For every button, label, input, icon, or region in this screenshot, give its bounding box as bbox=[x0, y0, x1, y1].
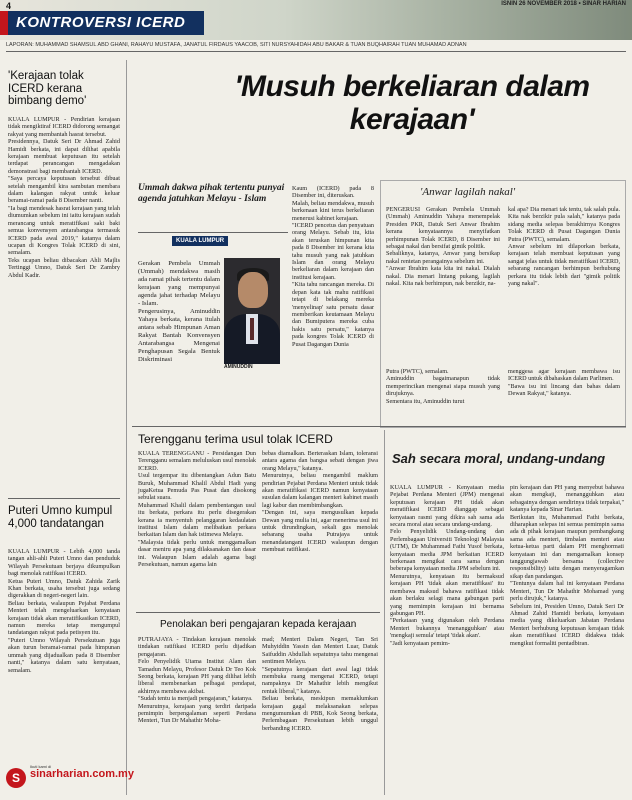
footer-tagline: Ikuti kami di bbox=[30, 764, 52, 769]
sidebar2-title: Puteri Umno kumpul 4,000 tandatangan bbox=[8, 505, 113, 530]
terengganu-col1: KUALA TERENGGANU - Persidangan Dun Terengganu semalam meluluskan usul menolak ICERD. Usul tergempar itu dibentangkan Adun Batu Buruk, Muhammad Khalil Abdul Hadi yang jugaKetua Pemuda Pas Pusat dan disokong sebulat suara. Muhammad Khalil dalam pembentangan usul itu berkata, perkara itu perlu disegerakan kerana ia menyentuh pelanggaran kedaulatan institusi Islam dalam melibatkan perkara berkaitan Islam dan hak istimewa Melayu. "Malaysia tidak perlu untuk menggamalkan dasar meniru apa yang dilaksanakan dan dasar ini. Walaupun Islam adalah agama bagi Persekutuan, namun agama lain bbox=[138, 450, 256, 569]
moral-title: Sah secara moral, undang-undang bbox=[392, 451, 606, 466]
footer-promo[interactable] bbox=[6, 766, 176, 792]
main-headline: 'Musuh berkeliaran dalam kerajaan' bbox=[234, 70, 590, 136]
divider bbox=[132, 426, 626, 427]
anwar-col1: PENGERUSI Gerakan Pembela Ummah (Ummah) Aminuddin Yahaya menempelak Presiden PKR, Datuk Seri Anwar Ibrahim kerana kenyataannya menyifatkan perhimpunan Tolak ICERD, 8 Disember ini sebagai nakal dan bersifat gimik politik. Sebaliknya, katanya, Anwar yang bersikap nakal rentetan perangainya sebelum ini. "Anwar Ibrahim kata kita ini nakal. Dialah nakal. Dia menari lintang pukang, lagilah nakal. Kita nak berhimpun, nak berzikir, na- bbox=[386, 206, 500, 288]
location-tag: KUALA LUMPUR bbox=[172, 236, 228, 246]
anwar-title: 'Anwar lagilah nakal' bbox=[420, 186, 516, 198]
moral-col2: pin kerajaan dan PH yang menyebut bahawa akan mengkaji, menangguhkan atau sebagainya dengan sendirinya tidak terpakai," katanya kepada Sinar Harian. Berikutan itu, Muhammad Fathi berkata, diharapkan selepas ini semua pemimpin sama ada di pihak kerajaan maupun pembangkang sama ada menteri, timbalan menteri atau ketua-ketua parti dalam PH menghormati kenyataan ini dan mengamalkan konsep tanggungjawab bersama (collective responsibility) iaitu dengan menyeragamkan sikap dan pandangan. "Tentunya dalam hal ini kenyataan Perdana Menteri, Tun Dr Mahathir Mohamad yang perlu dirujuk," katanya. Sebelum ini, Presiden Umno, Datuk Seri Dr Ahmad Zahid Hamidi berkata, kenyataan media yang dikeluarkan Jabatan Perdana Menteri berhubung keputusan kerajaan tidak akan meratifikasi ICERD didakwa tidak mengikut formaliti pentadbiran. bbox=[510, 484, 624, 647]
column-divider bbox=[126, 60, 127, 795]
anwar-bottom1: Putra (PWTC), semalam. Aminuddin bagaimanapun tidak memperincikan mengenai siapa musuh yang dirujuknya. Sementara itu, Aminuddin turut bbox=[386, 368, 500, 405]
column-divider bbox=[384, 430, 385, 795]
main-story-col2: Kaum (ICERD) pada 8 Disember ini, diteruskan. Malah, beliau mendakwa, musuh berkenaan kini terus berkeliaran menerusi kabinet kerajaan. "ICERD pencetus dan penyatuan orang Melayu. Sebab itu, kita akan teruskan himpunan kita pada 8 Disember ini kerana kita tahu musuh yang nak jatuhkan Islam dan orang Melayu berkeliaran dalam kerajaan dan institusi kerajaan. "Kita tahu rancangan mereka. Di depan kata tak mahu ratifikasi tetapi di belakang mereka 'menyelinap' satu persatu dasar memberikan keutamaan Melayu dan Bumiputera mereka cuba hakis satu persatu," katanya pada kongres Tolak ICERD di Pusat Dagangan Dunia bbox=[292, 185, 374, 348]
sidebar1-body: KUALA LUMPUR - Pendirian kerajaan tidak mengiktiraf ICERD didorong semangat rakyat yang membantah hasrat tersebut. Presidennya, Datuk Seri Dr Ahmad Zahid Hamidi berkata, ini dapat dilihat apabila kerajaan membuat keputusan itu setelah terdapat perancangan mengadakan demonstrasi bagi membantah ICERD. "Saya percaya keputusan tersebut dibuat setelah mengambil kira sambutan membara dalam kalangan rakyat untuk keluar beramai-ramai pada 8 Disember nanti. "Ia bagi mendesak hasrat kerajaan yang telah diumumkan sebelum ini iaitu kerajaan sudah merancang untuk meratifikasi saki baki semua konvensyen antarabangsa termasuk ICERD pada awal 2019," katanya dalam ucapan di Kongres Tolak ICERD di sini, semalam. Teks ucapan beliau dibacakan Ahli Majlis Tertinggi Umno, Datuk Seri Dr Zambry Abdul Kadir. bbox=[8, 116, 120, 279]
terengganu-col2: bebas diamalkan. Berteraskan Islam, toleransi antara agama dan bangsa sebati dengan jiwa orang Melayu," katanya. Menurutnya, beliau mengambil maklum pendirian Pejabat Perdana Menteri untuk tidak akan meratifikasi ICERD namun kenyataan susulan dalam kalangan menteri kabinet masih lagi kabur dan membimbangkan. "Dengan ini, saya mengusulkan kepada Dewan yang mulia ini, agar menerima usul ini untuk dirundingkan, sekali gus menolak sebarang usaha Putrajaya untuk menandatangani ICERD walaupun dengan membuat ratifikasi. bbox=[262, 450, 378, 554]
photo-caption: AMINUDDIN bbox=[224, 364, 253, 370]
section-banner: KONTROVERSI ICERD bbox=[8, 11, 204, 35]
sidebar1-title: 'Kerajaan tolak ICERD kerana bimbang demo' bbox=[8, 70, 87, 107]
page-number: 4 bbox=[6, 1, 12, 11]
aminuddin-photo bbox=[224, 258, 280, 364]
divider bbox=[6, 51, 626, 52]
page-header bbox=[0, 0, 632, 40]
penolakan-col2: mad; Menteri Dalam Negeri, Tan Sri Muhyiddin Yassin dan Menteri Luar, Datuk Saifuddin Abdullah sepatutnya tahu mengenai sentimen Melayu. "Sepatutnya kerajaan dari awal lagi tidak membuka ruang mengenai ICERD, tetapi nampaknya Dr Mahathir lebih mengikut rentak liberal," katanya. Beliau berkata, meskipun memaklumkan kerajaan gagal melaksanakan selepas mengumumkan di PBB, Kok Seong berkata, Perlembagaan Persekutuan lebih unggul berbanding ICERD. bbox=[262, 636, 378, 732]
anwar-bottom2: menggesa agar kerajaan membawa isu ICERD untuk dibahaskan dalam Parlimen. "Bawa isu ini lincang dan bahas dalam Dewan Rakyat," katanya. bbox=[508, 368, 620, 398]
date-line: ISNIN 26 NOVEMBER 2018 • SINAR HARIAN bbox=[501, 1, 626, 7]
divider bbox=[136, 612, 380, 613]
terengganu-title: Terengganu terima usul tolak ICERD bbox=[138, 432, 333, 446]
main-subtitle: Ummah dakwa pihak tertentu punyai agenda jatuhkan Melayu - Islam bbox=[138, 183, 285, 204]
penolakan-title: Penolakan beri pengajaran kepada kerajaan bbox=[160, 619, 357, 630]
anwar-col2: kal apa? Dia menari tak tentu, tak salah pula. Kita nak berzikir pula salah," katanya pada sidang media selepas berakhirnya Kongres Tolak ICERD di Pusat Dagangan Dunia Putra (PWTC), semalam. Anwar sebelum ini dilaporkan berkata, kerajaan telah membuat keputusan yang sangat jelas untuk tidak meratifikasi ICERD, sebarang rancangan berhimpun berhubung perkara itu tidak lebih dari "gimik politik yang nakal". bbox=[508, 206, 620, 288]
sidebar2-body: KUALA LUMPUR - Lebih 4,000 tanda tangan ahli-ahli Puteri Umno dan penduduk Wilayah Persekutuan berjaya dikumpulkan bagi menolak ratifikasi ICERD. Ketua Puteri Umno, Datuk Zahida Zarik Khan berkata, usaha tersebut juga sedang digerakkan di negeri-negeri lain. Beliau berkata, walaupun Pejabat Perdana Menteri telah mengeluarkan kenyataan kerajaan tidak akan meratifikasikan ICERD, namun mereka tetap mengumpul tandatangan rakyat pada petisyen itu. "Puteri Umno Wilayah Persekutuan juga akan turun beramai-ramai pada himpunan ummah yang dijadualkan pada 8 Disember nanti," katanya dalam satu kenyataan, semalam. bbox=[8, 548, 120, 674]
moral-col1: KUALA LUMPUR - Kenyataan media Pejabat Perdana Menteri (JPM) mengenai keputusan kerajaan PH tidak akan meratifikasi ICERD dianggap sebagai kenyataan rasmi yang dikira sah sama ada secara moral atau secara undang-undang. Felo Penyelidik Undang-undang dan Perlembagaan Universiti Teknologi Malaysia (UTM), Dr Muhammad Fathi Yusof berkata, kenyataan media JPM berkaitan ICERD berkenaan mengikat cara sama dengan beberapa kenyataan media JPM sebelum ini. Menurutnya, kenyataan itu bermaksud kerajaan PH 'tidak akan meratifikasi' itu membawa maksud bahawa ratifikasi tidak akan berlaku selagi mana gabungan parti yang memimpin kerajaan ini bernama gabungan PH. "Perkataan yang digunakan oleh Perdana Menteri bukannya 'menangguhkan' atau 'mengkaji semula' tetapi 'tidak akan'. "Jadi kenyataan pemim- bbox=[390, 484, 504, 647]
divider bbox=[8, 498, 120, 499]
main-story-col1: Gerakan Pembela Ummah (Ummah) mendakwa masih ada ramai pihak tertentu dalam kerajaan yang mempunyai agenda jahat terhadap Melayu - Islam. Pengerusinya, Aminuddin Yahaya berkata, kerana itulah antara sebab Himpunan Aman Rakyat Bantah Konvensyen Antarabangsa Mengenai Penghapusan Segala Bentuk Diskriminasi bbox=[138, 260, 220, 363]
divider bbox=[138, 232, 288, 233]
sinar-logo-icon: S bbox=[6, 768, 26, 788]
reporter-credits: LAPORAN: MUHAMMAD SHAMSUL ABD GHANI, RAHAYU MUSTAFA, JANATUL FIRDAUS YAACOB, SITI NURSYAHIDAH ABU BAKAR & TUAN BUQHAIRAH TUAN MUHAMAD ADNAN bbox=[6, 42, 467, 48]
footer-site-link[interactable]: sinarharian.com.my bbox=[30, 768, 134, 780]
penolakan-col1: PUTRAJAYA - Tindakan kerajaan menolak tindakan ratifikasi ICERD perlu dijadikan pengajaran. Felo Penyelidik Utama Institut Alam dan Tamadun Melayu, Profesor Datuk Dr Teo Kok Seong berkata, kerajaan PH yang dilihat lebih liberal membenarkan pelbagai pendapat, akhirnya membawa akibat. "Sudah tentu ia menjadi pengajaran," katanya. Menurutnya, kerajaan yang terdiri daripada pemimpin berpengalaman seperti Perdana Menteri, Tun Dr Mahathir Moha- bbox=[138, 636, 256, 725]
